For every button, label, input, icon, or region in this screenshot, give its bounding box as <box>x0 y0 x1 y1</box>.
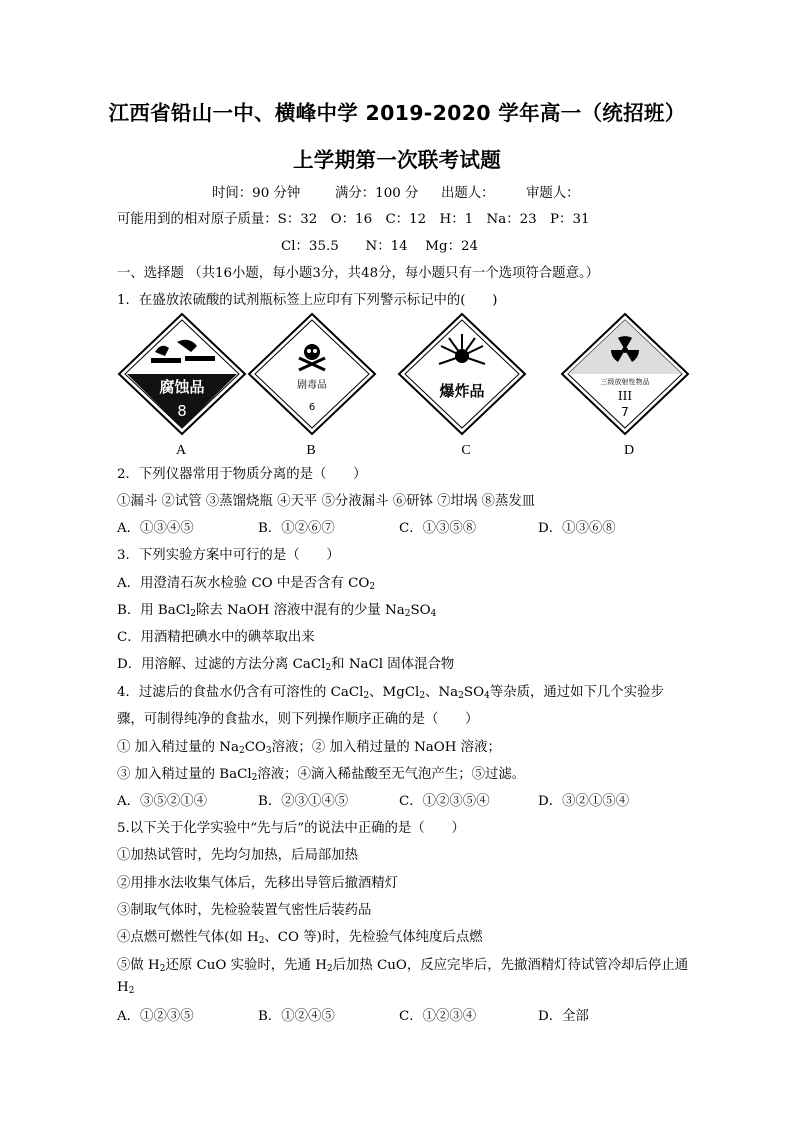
q4-steps-2: ③ 加入稍过量的 BaCl$_2$溶液；④滴入稀盐酸至无气泡产生；⑤过滤。 <box>117 767 526 783</box>
q5-statement-4: ④点燃可燃性气体(如 $H_2$、CO 等)时，先检验气体纯度后点燃 <box>117 930 483 946</box>
sign-a-class: 8 <box>177 402 187 420</box>
exam-time: 时间：90 分钟 <box>212 186 301 201</box>
q5-statement-1: ①加热试管时，先均匀加热，后局部加热 <box>117 848 359 863</box>
exam-reviewer: 审题人： <box>526 186 580 201</box>
q5-statement-3: ③制取气体时，先检验装置气密性后装药品 <box>117 903 372 918</box>
q3-option-d: D．用溶解、过滤的方法分离 CaCl$_2$和 NaCl 固体混合物 <box>117 657 455 673</box>
section-heading: 一、选择题 （共16小题，每小题3分，共48分，每小题只有一个选项符合题意。） <box>117 266 600 281</box>
sign-c-text: 爆炸品 <box>439 382 485 400</box>
q2-option-d: D．①③⑥⑧ <box>538 521 616 536</box>
q4-option-d: D．③②①⑤④ <box>538 794 630 809</box>
sign-label-b: B <box>306 443 316 458</box>
q2-option-b: B．①②⑥⑦ <box>258 521 335 536</box>
q4-option-b: B．②③①④⑤ <box>258 794 349 809</box>
q5-stem: 5.以下关于化学实验中“先与后”的说法中正确的是（ ） <box>117 821 465 836</box>
q4-steps-1: ① 加入稍过量的 $Na_2CO_3$溶液；② 加入稍过量的 NaOH 溶液； <box>117 740 501 756</box>
q4-option-c: C．①②③⑤④ <box>399 794 490 809</box>
q5-statement-5: ⑤做 $H_2$还原 CuO 实验时，先通 $H_2$后加热 CuO，反应完毕后，先撤酒精灯待试管冷却后停止通 <box>117 958 689 974</box>
q3-option-b: B．用 BaCl$_2$除去 NaOH 溶液中混有的少量 $Na_2SO_4$ <box>117 603 437 619</box>
q3-option-c: C．用酒精把碘水中的碘萃取出来 <box>117 630 315 645</box>
q4-stem: 4．过滤后的食盐水仍含有可溶性的 CaCl$_2$、MgCl$_2$、$Na_2SO_4$等杂质，通过如下几个实验步 <box>117 685 664 701</box>
q1-stem: 1．在盛放浓硫酸的试剂瓶标签上应印有下列警示标记中的( ) <box>117 293 498 308</box>
q2-stem: 2．下列仪器常用于物质分离的是（ ） <box>117 467 367 482</box>
toxic-sign-icon <box>247 312 377 436</box>
sign-label-a: A <box>175 443 187 458</box>
sign-label-c: C <box>461 443 471 458</box>
sign-b-text: 剧毒品 <box>297 380 327 391</box>
q5-option-c: C．①②③④ <box>399 1009 477 1024</box>
q5-option-d: D．全部 <box>538 1009 589 1024</box>
sign-d-text: 三级放射性物品 <box>600 378 650 386</box>
sign-a-text: 腐蚀品 <box>159 378 205 396</box>
q5-statement-2: ②用排水法收集气体后，先移出导管后撤酒精灯 <box>117 876 399 891</box>
sign-label-d: D <box>623 443 635 458</box>
exam-score: 满分：100 分 <box>335 186 419 201</box>
q3-stem: 3．下列实验方案中可行的是（ ） <box>117 548 340 563</box>
q2-option-c: C．①③⑤⑧ <box>399 521 477 536</box>
radioactive-sign-icon <box>560 312 690 436</box>
title-line-2: 上学期第一次联考试题 <box>293 148 501 172</box>
atomic-mass-line-2: Cl：35.5 N：14 Mg：24 <box>281 239 479 254</box>
title-line-1: 江西省铅山一中、横峰中学 2019-2020 学年高一（统招班） <box>108 101 686 125</box>
sign-d-class: 7 <box>621 405 629 419</box>
q3-option-a: A．用澄清石灰水检验 CO 中是否含有 $CO_2$ <box>117 576 376 592</box>
q4-stem-line2: 骤，可制得纯净的食盐水，则下列操作顺序正确的是（ ） <box>117 712 479 727</box>
exam-setter: 出题人： <box>441 186 495 201</box>
q5-option-a: A．①②③⑤ <box>117 1009 194 1024</box>
q2-option-a: A．①③④⑤ <box>117 521 194 536</box>
explosive-sign-icon <box>397 312 527 436</box>
sign-b-class: 6 <box>308 402 316 413</box>
q5-statement-5-cont: $H_2$ <box>117 980 135 996</box>
q2-items: ①漏斗 ②试管 ③蒸馏烧瓶 ④天平 ⑤分液漏斗 ⑥研钵 ⑦坩埚 ⑧蒸发皿 <box>117 494 536 509</box>
corrosive-sign-icon <box>117 312 247 436</box>
atomic-mass-line-1: 可能用到的相对原子质量：S：32 O：16 C：12 H：1 Na：23 P：31 <box>117 212 590 227</box>
q4-option-a: A．③⑤②①④ <box>117 794 208 809</box>
sign-d-roman: III <box>617 389 633 403</box>
q5-option-b: B．①②④⑤ <box>258 1009 335 1024</box>
